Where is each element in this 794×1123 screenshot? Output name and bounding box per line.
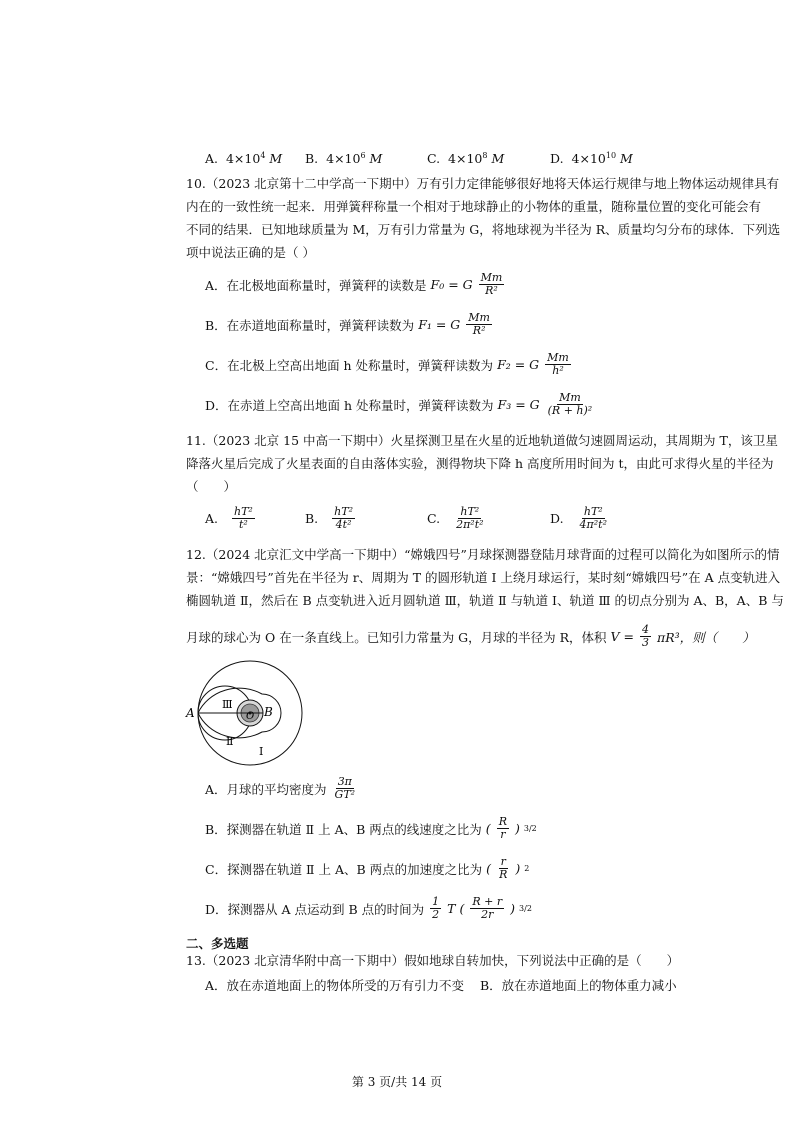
q10-stem-line1: 10.（2023 北京第十二中学高一下期中）万有引力定律能够很好地将天体运行规律与地上物体运动规律具有 <box>186 176 780 191</box>
q9-option-a: A. $4\times 10^4$ M <box>205 151 283 167</box>
q12-stem-line4: 月球的球心为 O 在一条直线上。已知引力常量为 G，月球的半径为 R，体积 V = $\frac{4}{3}$ πR³，则（ ） <box>186 623 755 649</box>
fig-label-b: B <box>264 705 273 719</box>
fig-label-ii: Ⅱ <box>226 735 234 748</box>
q11-stem-line1: 11.（2023 北京 15 中高一下期中）火星探测卫星在火星的近地轨道做匀速圆周运动，其周期为 T，该卫星 <box>186 433 778 448</box>
q11-option-a: A. $\frac{\text{hT²}}{\text{t²}}$ <box>205 505 253 531</box>
fig-label-iii: Ⅲ <box>222 698 233 711</box>
q10-stem-line4: 项中说法正确的是（ ） <box>186 245 315 260</box>
q11-option-d: D. $\frac{\text{hT²}}{\text{4π²t²}}$ <box>550 505 608 531</box>
fig-label-i: Ⅰ <box>259 745 264 758</box>
q12-stem-line1: 12.（2024 北京汇文中学高一下期中）“嫦娥四号”月球探测器登陆月球背面的过程可以简化为如图所示的情 <box>186 547 780 562</box>
fig-label-o: O <box>246 711 255 722</box>
q10-option-d: D．在赤道上空高出地面 h 处称量时，弹簧秤读数为 F₃ = G $\frac{Mm}{\text{(R + h)²}}$ <box>205 391 593 417</box>
q11-option-c: C. $\frac{\text{hT²}}{\text{2π²t²}}$ <box>427 505 484 531</box>
q10-option-c: C．在北极上空高出地面 h 处称量时，弹簧秤读数为 F₂ = G $\frac{Mm}{\text{h²}}$ <box>205 351 569 377</box>
q9-option-d: D. $4\times 10^{10}$ M <box>550 151 633 167</box>
q10-stem-line2: 内在的一致性统一起来．用弹簧秤称量一个相对于地球静止的小物体的重量，随称量位置的变化可能会有 <box>186 199 762 214</box>
q11-stem-line3: （ ） <box>186 479 237 494</box>
section-multiple-choice-heading: 二、多选题 <box>186 936 249 951</box>
q13-stem-line1: 13.（2023 北京清华附中高一下期中）假如地球自转加快，下列说法中正确的是（ ） <box>186 953 680 968</box>
q9-option-c: C. $4\times 10^8$ M <box>427 151 505 167</box>
q12-stem-line3: 椭圆轨道 Ⅱ，然后在 B 点变轨进入近月圆轨道 Ⅲ，轨道 Ⅱ 与轨道 Ⅰ、轨道 Ⅲ 的切点分别为 A、B，A、B 与 <box>186 593 784 608</box>
q11-stem-line2: 降落火星后完成了火星表面的自由落体实验，测得物块下降 h 高度所用时间为 t，由此可求得火星的半径为 <box>186 456 774 471</box>
q12-option-c: C．探测器在轨道 Ⅱ 上 A、B 两点的加速度之比为 ( $\frac{r}{R}$ ) 2 <box>205 855 530 881</box>
q10-option-a: A．在北极地面称量时，弹簧秤的读数是 F₀ = G $\frac{Mm}{\text{R²}}$ <box>205 271 503 297</box>
q13-option-a: A．放在赤道地面上的物体所受的万有引力不变 <box>205 978 465 993</box>
q12-option-a: A．月球的平均密度为 $\frac{3\pi}{\text{GT²}}$ <box>205 775 356 801</box>
q11-option-b: B. $\frac{\text{hT²}}{\text{4t²}}$ <box>305 505 353 531</box>
q9-option-b: B. $4\times 10^6$ M <box>305 151 383 167</box>
fig-label-a: A <box>186 706 195 720</box>
q12-stem-line2: 景：“嫦娥四号”首先在半径为 r、周期为 T 的圆形轨道 Ⅰ 上绕月球运行，某时刻“嫦娥四号”在 A 点变轨进入 <box>186 570 781 585</box>
orbit-diagram <box>182 658 317 768</box>
q10-option-b: B．在赤道地面称量时，弹簧秤读数为 F₁ = G $\frac{Mm}{\text{R²}}$ <box>205 311 490 337</box>
q12-option-d: D．探测器从 A 点运动到 B 点的时间为 $\frac{1}{2}$ T ( $\frac{R + r}{2r}$ ) 3/2 <box>205 895 532 921</box>
q12-option-b: B．探测器在轨道 Ⅱ 上 A、B 两点的线速度之比为 ( $\frac{R}{r}$ ) 3/2 <box>205 815 537 841</box>
q10-stem-line3: 不同的结果．已知地球质量为 M，万有引力常量为 G，将地球视为半径为 R、质量均匀分布的球体．下列选 <box>186 222 781 237</box>
page-footer: 第 3 页/共 14 页 <box>351 1075 443 1089</box>
q13-option-b: B．放在赤道地面上的物体重力减小 <box>480 978 677 993</box>
